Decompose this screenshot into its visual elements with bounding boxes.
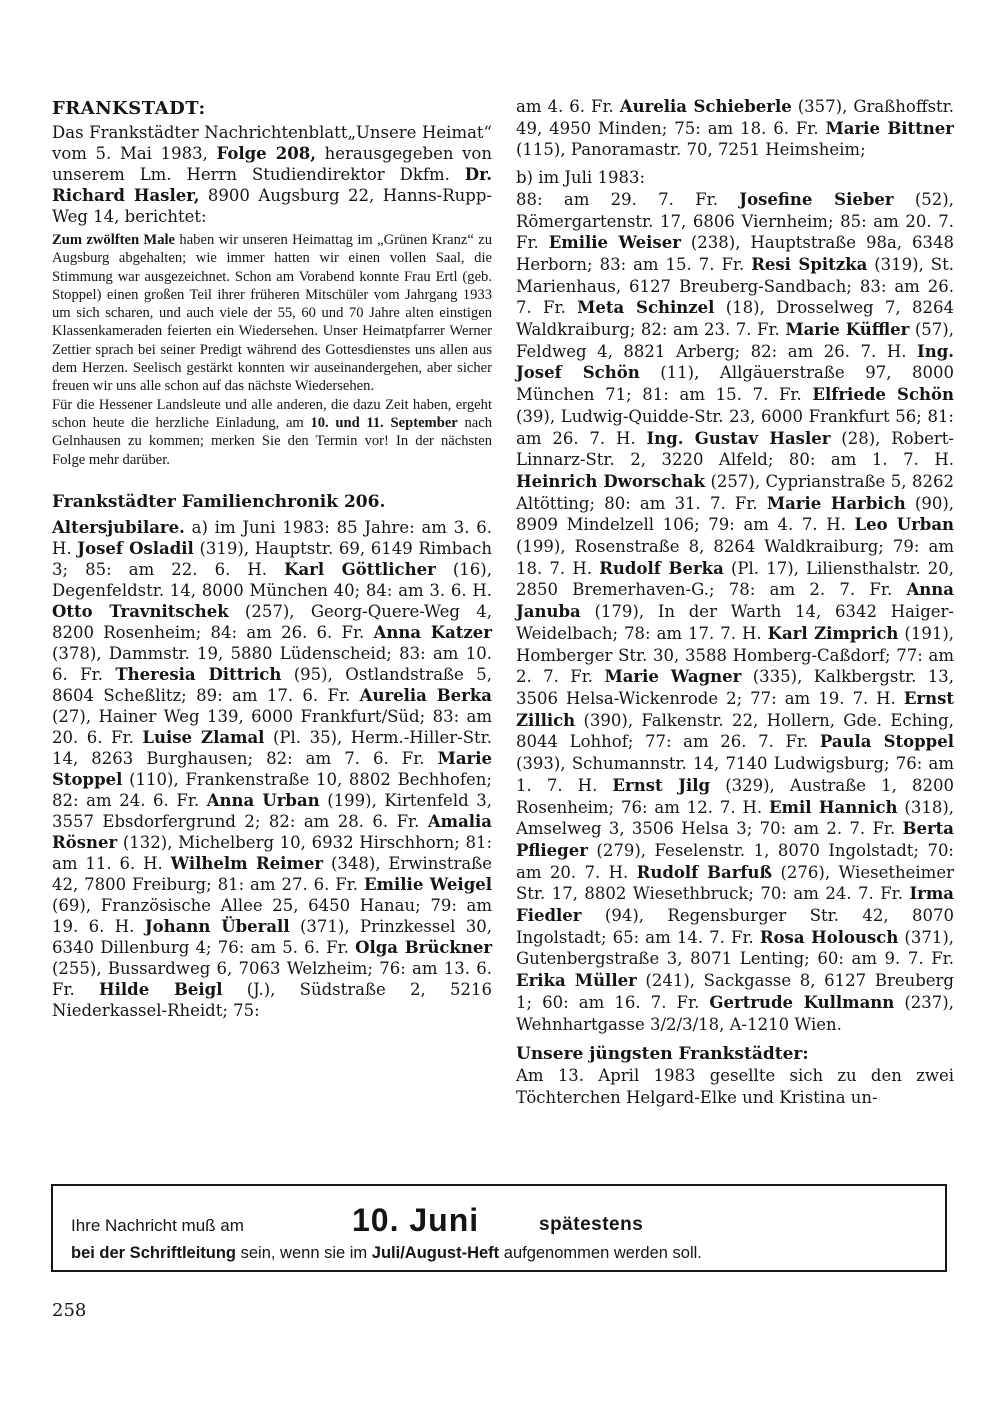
bold-text: Karl Zimprich xyxy=(767,623,899,643)
july-heading: b) im Juli 1983: xyxy=(516,168,646,188)
text-run: (318), Amselweg 3, 3506 Helsa 3; 70: am 2. 7. Fr. xyxy=(516,797,955,839)
notice-suffix: spätestens xyxy=(539,1214,644,1235)
intro-paragraph xyxy=(52,122,492,227)
text-run: (115), Panoramastr. 70, 7251 Heimsheim; xyxy=(516,140,866,160)
bold-text: Ing. Josef Schön xyxy=(516,341,954,383)
notice-line-1 xyxy=(69,1204,935,1238)
bold-text: Aurelia Berka xyxy=(359,685,492,705)
text-run: (28), Robert-Linnarz-Str. 2, 3220 Alfeld; 80: am 1. 7. H. xyxy=(516,428,954,470)
text-run: (132), Michelberg 10, 6932 Hirschhorn; 81: am 11. 6. H. xyxy=(52,832,492,873)
bold-text: Rudolf Barfuß xyxy=(636,862,773,882)
text-run: (Pl. 35), Herm.-Hiller-Str. 14, 8263 Burghausen; 82: am 7. 6. Fr. xyxy=(52,727,492,768)
notice-line-2 xyxy=(71,1244,702,1263)
text-run: (335), Kalkbergstr. 13, 3506 Helsa-Wickenrode 2; 77: am 19. 7. H. xyxy=(516,667,954,708)
bold-text: Anna Januba xyxy=(516,580,954,622)
text-run: haben wir unseren Heimattag im „Grünen Kranz“ zu Augsburg abgehalten; wie immer hatten wir einen vollen Saal, die Stimmung war ausgezeichnet. Schon am Vorabend konnte Frau Ertl (geb. Stoppel) einen großen Teil ihrer früheren Mitschüler vom Jahrgang 1933 um sich scharen, und auch viele der 55, 60 und 70 Jahre alten einstigen Klassenkameraden feierten ein Wiedersehen. Unser Heimatpfarrer Werner Zettier sprach bei seiner Predigt während des Gottesdienstes uns allen aus dem Herzen. Seelisch gestärkt konnten wir auseinandergehen, aber sicher freuen wir uns alle schon auf das nächste Wiedersehen. xyxy=(52,232,492,395)
text-run: (348), Erwinstraße 42, 7800 Freiburg; 81: am 27. 6. Fr. xyxy=(52,853,492,894)
text-run: 8900 Augsburg 22, Hanns-Rupp-Weg 14, berichtet: xyxy=(52,186,492,226)
text-run: (95), Ostlandstraße 5, 8604 Scheßlitz; 89: am 17. 6. Fr. xyxy=(52,664,492,705)
bold-text: Berta Pflieger xyxy=(516,819,954,860)
text-run: (319), St. Marienhaus, 6127 Breuberg-Sandbach; 83: am 26. 7. Fr. xyxy=(516,254,954,318)
text-run: (371), Prinzkessel 30, 6340 Dillenburg 4; 76: am 5. 6. Fr. xyxy=(52,916,492,957)
text-run: Für die Hessener Landsleute und alle anderen, die dazu Zeit haben, ergeht schon heute die herzliche Einladung, am xyxy=(52,396,492,431)
text-run: (257), Georg-Quere-Weg 4, 8200 Rosenheim; 84: am 26. 6. Fr. xyxy=(52,601,492,642)
bold-text: Ing. Gustav Hasler xyxy=(646,428,831,448)
bold-text: Emilie Weiser xyxy=(548,233,681,253)
text-run: (39), Ludwig-Quidde-Str. 23, 6000 Frankfurt 56; 81: am 26. 7. H. xyxy=(516,406,954,448)
text-run: (241), Sackgasse 8, 6127 Breuberg 1; 60: am 16. 7. Fr. xyxy=(516,971,954,1012)
text-run: (393), Schumannstr. 14, 7140 Ludwigsburg; 76: am 1. 7. H. xyxy=(516,754,954,795)
text-run: (11), Allgäuerstraße 97, 8000 München 71; 81: am 15. 7. Fr. xyxy=(516,363,954,405)
text-run: (110), Frankenstraße 10, 8802 Bechhofen; 82: am 24. 6. Fr. xyxy=(52,769,492,810)
text-run: (378), Dammstr. 19, 5880 Lüdenscheid; 83: am 10. 6. Fr. xyxy=(52,643,492,684)
bold-text: Aurelia Schieberle xyxy=(619,97,792,116)
bold-text: Marie Harbich xyxy=(766,493,906,513)
bold-text: Erika Müller xyxy=(516,971,637,991)
text-run: (191), Homberger Str. 30, 3588 Homberg-Caßdorf; 77: am 2. 7. Fr. xyxy=(516,623,954,687)
text-run: Das Frankstädter Nachrichtenblatt„Unsere Heimat“ vom 5. Mai 1983, xyxy=(52,123,492,163)
bold-text: Hilde Beigl xyxy=(99,979,223,999)
text-run: (179), In der Warth 14, 6342 Haiger-Weidelbach; 78: am 17. 7. H. xyxy=(516,602,954,643)
youngest-paragraph: Am 13. April 1983 gesellte sich zu den zwei Töchterchen Helgard-Elke und Kristina un- xyxy=(516,1066,954,1107)
bold-text: Zum zwölften Male xyxy=(52,232,176,248)
bold-text: Otto Travnitschek xyxy=(52,601,229,621)
left-column xyxy=(52,96,492,1021)
bold-text: Emil Hannich xyxy=(768,797,898,817)
bold-text: Anna Urban xyxy=(206,790,320,810)
bold-text: bei der Schriftleitung xyxy=(71,1244,237,1262)
bold-text: Dr. Richard Hasler, xyxy=(52,165,492,205)
notice-prefix: Ihre Nachricht muß am xyxy=(71,1216,244,1235)
bold-text: Resi Spitzka xyxy=(751,254,868,274)
report-paragraph-2 xyxy=(52,396,492,469)
bold-text: Olga Brückner xyxy=(355,937,493,957)
bold-text: Emilie Weigel xyxy=(363,874,492,894)
text-run: (357), Graßhoffstr. 49, 4950 Minden; 75: am 18. 6. Fr. xyxy=(516,97,954,138)
text-run: (237), Wehnhartgasse 3/2/3/18, A-1210 Wien. xyxy=(516,992,954,1034)
text-run: (238), Hauptstraße 98a, 6348 Herborn; 83: am 15. 7. Fr. xyxy=(516,233,954,274)
chronicle-title: Frankstädter Familienchronik 206. xyxy=(52,491,386,512)
text-run: 88: am 29. 7. Fr. xyxy=(516,189,740,209)
youngest-heading: Unsere jüngsten Frankstädter: xyxy=(516,1044,809,1065)
text-run: a) im Juni 1983: 85 Jahre: am 3. 6. H. xyxy=(52,517,492,558)
text-run: (57), Feldweg 4, 8821 Arberg; 82: am 26. 7. H. xyxy=(516,320,954,361)
text-run: (90), 8909 Mindelzell 106; 79: am 4. 7. H. xyxy=(516,493,954,535)
text-run: (276), Wiesetheimer Str. 17, 8802 Wiesethbruck; 70: am 24. 7. Fr. xyxy=(516,862,954,904)
bold-text: Folge 208, xyxy=(216,144,316,163)
bold-text: Juli/August-Heft xyxy=(371,1244,500,1262)
bold-text: Elfriede Schön xyxy=(812,385,954,405)
bold-text: Ernst Jilg xyxy=(612,775,711,795)
bold-text: Amalia Rösner xyxy=(52,811,492,852)
text-run: (319), Hauptstr. 69, 6149 Rimbach 3; 85: am 22. 6. H. xyxy=(52,538,492,579)
bold-text: Marie Stoppel xyxy=(52,748,492,789)
text-run: (Pl. 17), Liliensthalstr. 20, 2850 Bremerhaven-G.; 78: am 2. 7. Fr. xyxy=(516,558,954,600)
text-run: am 4. 6. Fr. xyxy=(516,97,620,116)
text-run: (257), Cyprianstraße 5, 8262 Altötting; 80: am 31. 7. Fr. xyxy=(516,471,954,513)
text-run: (94), Regensburger Str. 42, 8070 Ingolstadt; 65: am 14. 7. Fr. xyxy=(516,906,954,947)
bold-text: 10. und 11. September xyxy=(310,414,458,431)
bold-text: Theresia Dittrich xyxy=(115,664,282,684)
text-run: (255), Bussardweg 6, 7063 Welzheim; 76: am 13. 6. Fr. xyxy=(52,958,492,999)
text-run: herausgegeben von unserem Lm. Herrn Studiendirektor Dkfm. xyxy=(52,144,492,184)
text-run: (27), Hainer Weg 139, 6000 Frankfurt/Süd; 83: am 20. 6. Fr. xyxy=(52,706,492,747)
bold-text: Marie Küffler xyxy=(785,320,910,340)
text-run: (329), Austraße 1, 8200 Rosenheim; 76: am 12. 7. H. xyxy=(516,775,954,817)
bold-text: Luise Zlamal xyxy=(142,727,265,747)
bold-text: Johann Überall xyxy=(144,916,290,936)
text-run: (199), Rosenstraße 8, 8264 Waldkraiburg; 79: am 18. 7. H. xyxy=(516,537,954,578)
bold-text: Altersjubilare. xyxy=(52,517,185,537)
deadline-notice-box xyxy=(51,1184,947,1272)
bold-text: Marie Bittner xyxy=(825,118,954,138)
text-run: (18), Drosselweg 7, 8264 Waldkraiburg; 82: am 23. 7. Fr. xyxy=(516,298,954,340)
text-run: (371), Gutenbergstraße 3, 8071 Lenting; 60: am 9. 7. Fr. xyxy=(516,927,954,969)
text-run: (279), Feselenstr. 1, 8070 Ingolstadt; 70: am 20. 7. H. xyxy=(516,840,954,882)
bold-text: Meta Schinzel xyxy=(577,298,715,318)
bold-text: Anna Katzer xyxy=(373,622,492,642)
bold-text: Ernst Zillich xyxy=(516,688,954,730)
bold-text: Rosa Holousch xyxy=(759,927,899,947)
text-run: (69), Französische Allee 25, 6450 Hanau; 79: am 19. 6. H. xyxy=(52,895,492,936)
bold-text: Rudolf Berka xyxy=(599,558,724,578)
section-heading: FRANKSTADT: xyxy=(52,98,206,119)
text-run: aufgenommen werden soll. xyxy=(499,1244,702,1262)
bold-text: Josefine Sieber xyxy=(739,189,894,209)
text-run: (390), Falkenstr. 22, Hollern, Gde. Eching, 8044 Lohhof; 77: am 26. 7. Fr. xyxy=(516,710,954,752)
bold-text: Gertrude Kullmann xyxy=(709,992,895,1012)
page-number: 258 xyxy=(52,1300,87,1321)
chronicle-june-continued xyxy=(516,96,954,161)
notice-date: 10. Juni xyxy=(352,1202,480,1238)
bold-text: Heinrich Dworschak xyxy=(516,471,705,491)
text-run: (J.), Südstraße 2, 5216 Niederkassel-Rheidt; 75: xyxy=(52,979,493,1020)
text-run: (52), Römergartenstr. 17, 6806 Viernheim; 85: am 20. 7. Fr. xyxy=(516,189,954,253)
text-run: sein, wenn sie im xyxy=(236,1244,372,1262)
text-run: (199), Kirtenfeld 3, 3557 Ebsdorfergrund 2; 82: am 28. 6. Fr. xyxy=(52,790,492,831)
chronicle-june-list xyxy=(52,517,492,1021)
bold-text: Leo Urban xyxy=(854,515,955,535)
bold-text: Josef Osladil xyxy=(77,538,194,558)
bold-text: Paula Stoppel xyxy=(819,732,954,752)
bold-text: Karl Göttlicher xyxy=(284,559,436,579)
text-run: (16), Degenfeldstr. 14, 8000 München 40; 84: am 3. 6. H. xyxy=(52,559,492,600)
bold-text: Wilhelm Reimer xyxy=(170,853,324,873)
report-paragraph-1 xyxy=(52,231,492,396)
chronicle-july-list xyxy=(516,189,954,1035)
text-run: nach Gelnhausen zu kommen; merken Sie den Termin vor! In der nächsten Folge mehr darüber. xyxy=(52,414,493,468)
bold-text: Marie Wagner xyxy=(604,667,742,687)
bold-text: Irma Fiedler xyxy=(516,884,954,926)
right-column xyxy=(516,96,954,1109)
